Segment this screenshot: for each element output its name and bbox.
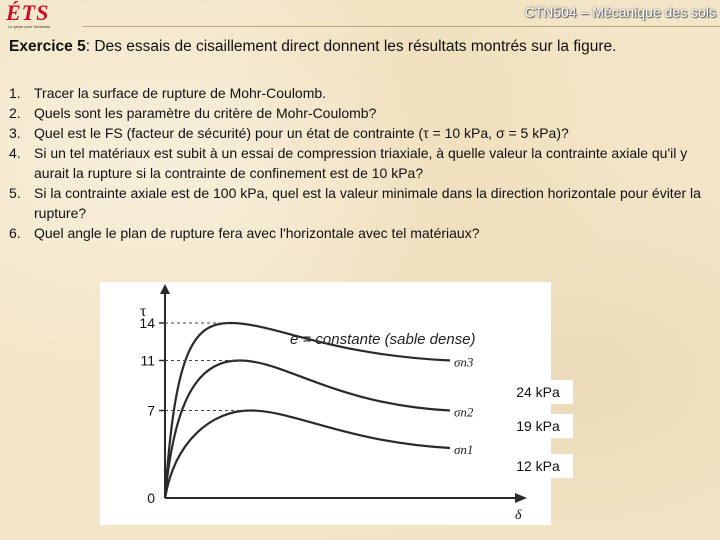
question-number: 6. [9, 225, 21, 241]
series-badge: 24 kPa [503, 380, 573, 404]
y-tick-label: 0 [147, 490, 155, 506]
series-label: σn1 [454, 442, 474, 457]
series-label: σn2 [454, 404, 474, 420]
question-text: Quel angle le plan de rupture fera avec l'horizontale avec tel matériaux? [34, 225, 480, 241]
shear-chart [100, 282, 551, 525]
question-list [9, 83, 714, 243]
list-item [9, 183, 714, 223]
curve-σn2 [165, 361, 450, 499]
series-badge: 12 kPa [503, 454, 573, 478]
question-text: Si un tel matériaux est subit à un essai de compression triaxiale, à quelle valeur la contrainte axiale qu'il y aurait la rupture si la contrainte de confinement est de 10 kPa? [34, 145, 688, 181]
question-number: 1. [9, 85, 21, 101]
question-number: 3. [9, 125, 21, 141]
series-badge: 19 kPa [503, 414, 573, 438]
list-item [9, 123, 714, 143]
exercise-label: Exercice 5 [9, 38, 86, 55]
header-divider [82, 26, 720, 27]
question-text: Quels sont les paramètre du critère de Mohr-Coulomb? [34, 105, 377, 121]
shear-test-figure [100, 282, 560, 525]
y-axis-label: τ [140, 303, 147, 320]
logo-tagline: Le génie pour l'industrie [8, 24, 51, 29]
ets-logo [4, 2, 74, 28]
question-number: 4. [9, 145, 21, 161]
chart-annotation: e = constante (sable dense) [290, 331, 476, 348]
exercise-heading [9, 38, 714, 56]
x-axis-arrow [515, 493, 527, 503]
series-label: σn3 [454, 354, 474, 370]
question-number: 2. [9, 105, 21, 121]
y-axis-arrow [160, 284, 170, 294]
course-title: CTN504 – Mécanique des sols [524, 4, 716, 20]
list-item [9, 83, 714, 103]
question-text: Quel est le FS (facteur de sécurité) pour un état de contrainte (τ = 10 kPa, σ = 5 kPa)? [34, 125, 569, 141]
list-item [9, 223, 714, 243]
logo-text: ÉTS [6, 0, 50, 25]
list-item [9, 103, 714, 123]
y-tick-label: 11 [140, 352, 155, 369]
curve-σn1 [165, 411, 450, 499]
question-text: Tracer la surface de rupture de Mohr-Coulomb. [34, 85, 327, 101]
y-tick-label: 14 [139, 315, 155, 331]
question-number: 5. [9, 185, 21, 201]
exercise-intro: : Des essais de cisaillement direct donnent les résultats montrés sur la figure. [85, 38, 617, 55]
list-item [9, 143, 714, 183]
question-text: Si la contrainte axiale est de 100 kPa, quel est la valeur minimale dans la direction horizontale pour éviter la rupture? [34, 185, 701, 221]
x-axis-label: δ [515, 508, 522, 523]
y-tick-label: 7 [147, 402, 155, 419]
